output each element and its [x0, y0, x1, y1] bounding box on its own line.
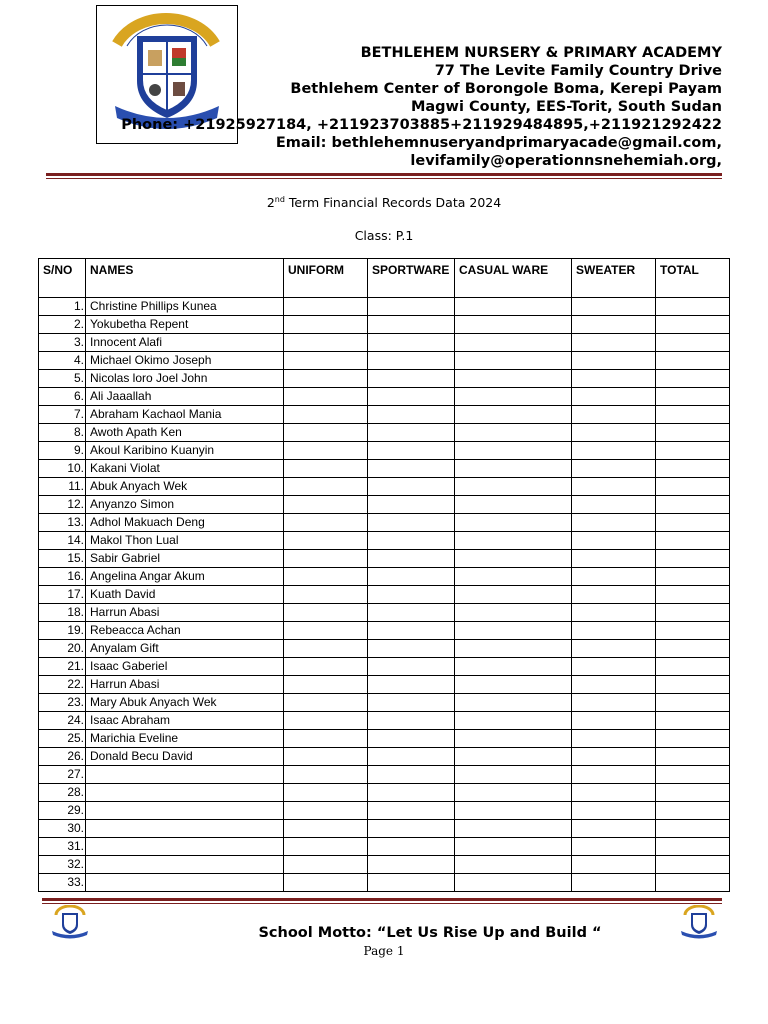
phone-line: Phone: +219259​27184, +211923703885+211929484895,+211921292422	[121, 117, 722, 133]
table-row	[39, 460, 730, 478]
table-row	[39, 712, 730, 730]
cell-total	[656, 640, 730, 658]
table-row	[39, 514, 730, 532]
cell-name	[86, 820, 284, 838]
cell-sweater	[572, 712, 656, 730]
header-sweater: SWEATER	[572, 259, 656, 298]
header-uniform: UNIFORM	[284, 259, 368, 298]
cell-name	[86, 838, 284, 856]
cell-sweater	[572, 640, 656, 658]
cell-sweater	[572, 748, 656, 766]
cell-sweater	[572, 874, 656, 892]
cell-uniform	[284, 640, 368, 658]
cell-sportware	[368, 514, 455, 532]
cell-sportware	[368, 694, 455, 712]
cell-sno: 25.	[39, 730, 86, 748]
cell-total	[656, 676, 730, 694]
cell-sportware	[368, 874, 455, 892]
table-row	[39, 316, 730, 334]
cell-casual-ware	[455, 802, 572, 820]
cell-sweater	[572, 838, 656, 856]
cell-total	[656, 748, 730, 766]
cell-total	[656, 820, 730, 838]
cell-name: Anyanzo Simon	[86, 496, 284, 514]
header-casual-ware: CASUAL WARE	[455, 259, 572, 298]
cell-total	[656, 730, 730, 748]
cell-sportware	[368, 640, 455, 658]
table-row	[39, 676, 730, 694]
cell-uniform	[284, 874, 368, 892]
cell-uniform	[284, 712, 368, 730]
cell-total	[656, 316, 730, 334]
table-row	[39, 298, 730, 316]
cell-total	[656, 424, 730, 442]
cell-casual-ware	[455, 298, 572, 316]
school-motto: School Motto: “Let Us Rise Up and Build “	[258, 925, 602, 941]
cell-casual-ware	[455, 388, 572, 406]
table-body	[39, 298, 730, 892]
cell-sportware	[368, 658, 455, 676]
cell-casual-ware	[455, 406, 572, 424]
cell-uniform	[284, 370, 368, 388]
cell-name: Donald Becu David	[86, 748, 284, 766]
cell-sweater	[572, 604, 656, 622]
cell-sweater	[572, 532, 656, 550]
cell-total	[656, 802, 730, 820]
cell-total	[656, 622, 730, 640]
cell-total	[656, 370, 730, 388]
cell-sno: 3.	[39, 334, 86, 352]
cell-sno: 28.	[39, 784, 86, 802]
financial-records-table	[38, 258, 730, 892]
cell-uniform	[284, 424, 368, 442]
cell-sno: 20.	[39, 640, 86, 658]
cell-sno: 29.	[39, 802, 86, 820]
cell-total	[656, 388, 730, 406]
cell-sportware	[368, 712, 455, 730]
cell-sweater	[572, 460, 656, 478]
header-divider	[46, 173, 722, 181]
school-header	[290, 44, 722, 116]
cell-uniform	[284, 442, 368, 460]
cell-name: Sabir Gabriel	[86, 550, 284, 568]
table-row	[39, 604, 730, 622]
cell-sportware	[368, 604, 455, 622]
cell-sportware	[368, 622, 455, 640]
cell-name: Yokubetha Repent	[86, 316, 284, 334]
cell-casual-ware	[455, 460, 572, 478]
cell-sno: 18.	[39, 604, 86, 622]
cell-sno: 9.	[39, 442, 86, 460]
cell-sportware	[368, 568, 455, 586]
footer-divider	[42, 898, 722, 906]
cell-sweater	[572, 820, 656, 838]
cell-casual-ware	[455, 352, 572, 370]
cell-sno: 19.	[39, 622, 86, 640]
header-names: NAMES	[86, 259, 284, 298]
cell-sweater	[572, 496, 656, 514]
cell-casual-ware	[455, 478, 572, 496]
cell-name	[86, 874, 284, 892]
cell-total	[656, 658, 730, 676]
cell-sno: 26.	[39, 748, 86, 766]
table-row	[39, 874, 730, 892]
table-row	[39, 802, 730, 820]
cell-name: Ali Jaaallah	[86, 388, 284, 406]
cell-sno: 10.	[39, 460, 86, 478]
table-row	[39, 640, 730, 658]
cell-sweater	[572, 352, 656, 370]
cell-total	[656, 352, 730, 370]
cell-name: Kuath David	[86, 586, 284, 604]
cell-name: Adhol Makuach Deng	[86, 514, 284, 532]
cell-total	[656, 766, 730, 784]
cell-total	[656, 514, 730, 532]
cell-name: Innocent Alafi	[86, 334, 284, 352]
cell-sno: 21.	[39, 658, 86, 676]
cell-sno: 6.	[39, 388, 86, 406]
cell-sweater	[572, 478, 656, 496]
cell-sweater	[572, 316, 656, 334]
cell-sportware	[368, 352, 455, 370]
cell-sweater	[572, 622, 656, 640]
cell-name: Rebeacca Achan	[86, 622, 284, 640]
cell-sweater	[572, 424, 656, 442]
cell-uniform	[284, 676, 368, 694]
cell-sweater	[572, 802, 656, 820]
cell-sweater	[572, 334, 656, 352]
email-line-1: Email: bethlehemnuseryandprimaryacade@gmail.com,	[275, 135, 722, 151]
cell-name: Abuk Anyach Wek	[86, 478, 284, 496]
cell-casual-ware	[455, 586, 572, 604]
cell-sportware	[368, 820, 455, 838]
school-name: BETHLEHEM NURSERY & PRIMARY ACADEMY	[360, 45, 722, 61]
cell-uniform	[284, 838, 368, 856]
cell-name: Isaac Gaberiel	[86, 658, 284, 676]
cell-uniform	[284, 766, 368, 784]
address-line-3: Magwi County, EES-Torit, South Sudan	[410, 99, 722, 115]
cell-sportware	[368, 442, 455, 460]
cell-sweater	[572, 658, 656, 676]
cell-name: Harrun Abasi	[86, 604, 284, 622]
document-title	[0, 195, 768, 210]
cell-name: Harrun Abasi	[86, 676, 284, 694]
cell-uniform	[284, 460, 368, 478]
cell-sportware	[368, 766, 455, 784]
table-row	[39, 694, 730, 712]
cell-casual-ware	[455, 838, 572, 856]
cell-total	[656, 712, 730, 730]
cell-sportware	[368, 496, 455, 514]
cell-uniform	[284, 784, 368, 802]
cell-casual-ware	[455, 424, 572, 442]
header-total: TOTAL	[656, 259, 730, 298]
cell-name	[86, 856, 284, 874]
cell-casual-ware	[455, 820, 572, 838]
cell-total	[656, 874, 730, 892]
cell-total	[656, 442, 730, 460]
cell-uniform	[284, 388, 368, 406]
cell-casual-ware	[455, 316, 572, 334]
cell-sno: 7.	[39, 406, 86, 424]
cell-casual-ware	[455, 640, 572, 658]
cell-uniform	[284, 694, 368, 712]
cell-sportware	[368, 388, 455, 406]
cell-uniform	[284, 316, 368, 334]
table-row	[39, 424, 730, 442]
cell-name	[86, 802, 284, 820]
cell-name	[86, 766, 284, 784]
cell-sno: 13.	[39, 514, 86, 532]
cell-casual-ware	[455, 550, 572, 568]
cell-sweater	[572, 568, 656, 586]
table-row	[39, 496, 730, 514]
cell-name: Christine Phillips Kunea	[86, 298, 284, 316]
cell-sportware	[368, 748, 455, 766]
table-row	[39, 820, 730, 838]
cell-casual-ware	[455, 748, 572, 766]
table-row	[39, 766, 730, 784]
cell-uniform	[284, 514, 368, 532]
cell-casual-ware	[455, 604, 572, 622]
cell-sno: 11.	[39, 478, 86, 496]
cell-sno: 5.	[39, 370, 86, 388]
cell-sweater	[572, 694, 656, 712]
cell-total	[656, 784, 730, 802]
cell-sno: 32.	[39, 856, 86, 874]
cell-total	[656, 298, 730, 316]
table-row	[39, 658, 730, 676]
cell-uniform	[284, 658, 368, 676]
cell-name	[86, 784, 284, 802]
cell-casual-ware	[455, 370, 572, 388]
table-row	[39, 856, 730, 874]
cell-uniform	[284, 730, 368, 748]
cell-casual-ware	[455, 568, 572, 586]
cell-total	[656, 496, 730, 514]
cell-total	[656, 586, 730, 604]
cell-uniform	[284, 820, 368, 838]
cell-sportware	[368, 550, 455, 568]
table-row	[39, 622, 730, 640]
cell-sweater	[572, 370, 656, 388]
cell-sweater	[572, 550, 656, 568]
cell-sno: 33.	[39, 874, 86, 892]
table-row	[39, 586, 730, 604]
table-row	[39, 550, 730, 568]
cell-uniform	[284, 352, 368, 370]
cell-sweater	[572, 586, 656, 604]
cell-sno: 12.	[39, 496, 86, 514]
cell-sportware	[368, 460, 455, 478]
cell-casual-ware	[455, 694, 572, 712]
cell-sweater	[572, 676, 656, 694]
address-line-2: Bethlehem Center of Borongole Boma, Kerepi Payam	[290, 81, 722, 97]
cell-sportware	[368, 298, 455, 316]
cell-sweater	[572, 298, 656, 316]
cell-total	[656, 532, 730, 550]
title-text: Term Financial Records Data 2024	[284, 195, 502, 211]
cell-sno: 23.	[39, 694, 86, 712]
cell-sportware	[368, 784, 455, 802]
cell-sweater	[572, 514, 656, 532]
cell-name: Michael Okimo Joseph	[86, 352, 284, 370]
cell-sweater	[572, 442, 656, 460]
cell-casual-ware	[455, 658, 572, 676]
cell-name: Isaac Abraham	[86, 712, 284, 730]
cell-sweater	[572, 388, 656, 406]
cell-casual-ware	[455, 784, 572, 802]
cell-sportware	[368, 856, 455, 874]
cell-total	[656, 478, 730, 496]
cell-sportware	[368, 532, 455, 550]
cell-uniform	[284, 334, 368, 352]
table-row	[39, 442, 730, 460]
cell-sportware	[368, 316, 455, 334]
cell-uniform	[284, 568, 368, 586]
table-row	[39, 532, 730, 550]
cell-sportware	[368, 586, 455, 604]
title-prefix: 2	[266, 195, 275, 211]
cell-sweater	[572, 730, 656, 748]
cell-casual-ware	[455, 496, 572, 514]
cell-uniform	[284, 550, 368, 568]
cell-uniform	[284, 298, 368, 316]
cell-total	[656, 838, 730, 856]
header-sportware: SPORTWARE	[368, 259, 455, 298]
cell-casual-ware	[455, 766, 572, 784]
cell-sno: 22.	[39, 676, 86, 694]
cell-total	[656, 568, 730, 586]
cell-total	[656, 694, 730, 712]
cell-total	[656, 334, 730, 352]
cell-sweater	[572, 856, 656, 874]
cell-sno: 14.	[39, 532, 86, 550]
table-row	[39, 406, 730, 424]
cell-sportware	[368, 334, 455, 352]
table-row	[39, 730, 730, 748]
table-row	[39, 370, 730, 388]
cell-sno: 24.	[39, 712, 86, 730]
class-label: Class: P.1	[354, 228, 414, 243]
cell-name: Nicolas loro Joel John	[86, 370, 284, 388]
cell-casual-ware	[455, 874, 572, 892]
cell-sportware	[368, 838, 455, 856]
cell-uniform	[284, 406, 368, 424]
table-row	[39, 352, 730, 370]
cell-sno: 16.	[39, 568, 86, 586]
cell-name: Anyalam Gift	[86, 640, 284, 658]
cell-casual-ware	[455, 622, 572, 640]
table-row	[39, 388, 730, 406]
cell-sno: 17.	[39, 586, 86, 604]
table-row	[39, 748, 730, 766]
cell-casual-ware	[455, 334, 572, 352]
cell-sno: 31.	[39, 838, 86, 856]
cell-casual-ware	[455, 712, 572, 730]
cell-name: Kakani Violat	[86, 460, 284, 478]
cell-casual-ware	[455, 442, 572, 460]
page-number: Page 1	[363, 944, 405, 958]
cell-name: Angelina Angar Akum	[86, 568, 284, 586]
address-line-1: 77 The Levite Family Country Drive	[434, 63, 722, 79]
cell-casual-ware	[455, 532, 572, 550]
cell-sportware	[368, 424, 455, 442]
cell-casual-ware	[455, 514, 572, 532]
table-row	[39, 568, 730, 586]
cell-name: Marichia Eveline	[86, 730, 284, 748]
cell-casual-ware	[455, 856, 572, 874]
cell-uniform	[284, 532, 368, 550]
cell-sweater	[572, 766, 656, 784]
cell-sportware	[368, 676, 455, 694]
cell-sportware	[368, 730, 455, 748]
cell-sno: 27.	[39, 766, 86, 784]
cell-name: Akoul Karibino Kuanyin	[86, 442, 284, 460]
cell-total	[656, 604, 730, 622]
table-header-row	[39, 259, 730, 298]
cell-name: Abraham Kachaol Mania	[86, 406, 284, 424]
cell-sweater	[572, 406, 656, 424]
cell-sno: 2.	[39, 316, 86, 334]
cell-total	[656, 406, 730, 424]
cell-uniform	[284, 856, 368, 874]
cell-sno: 1.	[39, 298, 86, 316]
cell-sno: 15.	[39, 550, 86, 568]
cell-casual-ware	[455, 676, 572, 694]
cell-uniform	[284, 586, 368, 604]
cell-uniform	[284, 478, 368, 496]
cell-sportware	[368, 370, 455, 388]
table-row	[39, 838, 730, 856]
cell-name: Mary Abuk Anyach Wek	[86, 694, 284, 712]
email-block	[276, 134, 722, 170]
cell-casual-ware	[455, 730, 572, 748]
cell-uniform	[284, 802, 368, 820]
cell-sportware	[368, 406, 455, 424]
table-row	[39, 478, 730, 496]
cell-uniform	[284, 496, 368, 514]
cell-total	[656, 550, 730, 568]
cell-uniform	[284, 748, 368, 766]
cell-uniform	[284, 604, 368, 622]
header-sno: S/NO	[39, 259, 86, 298]
table-row	[39, 334, 730, 352]
title-superscript: nd	[274, 195, 285, 204]
cell-total	[656, 856, 730, 874]
cell-sno: 30.	[39, 820, 86, 838]
cell-sno: 4.	[39, 352, 86, 370]
table-row	[39, 784, 730, 802]
cell-sportware	[368, 478, 455, 496]
email-line-2: levifamily@operationnsnehemiah.org,	[410, 153, 722, 169]
cell-total	[656, 460, 730, 478]
cell-sportware	[368, 802, 455, 820]
cell-name: Awoth Apath Ken	[86, 424, 284, 442]
cell-uniform	[284, 622, 368, 640]
cell-sweater	[572, 784, 656, 802]
cell-name: Makol Thon Lual	[86, 532, 284, 550]
cell-sno: 8.	[39, 424, 86, 442]
